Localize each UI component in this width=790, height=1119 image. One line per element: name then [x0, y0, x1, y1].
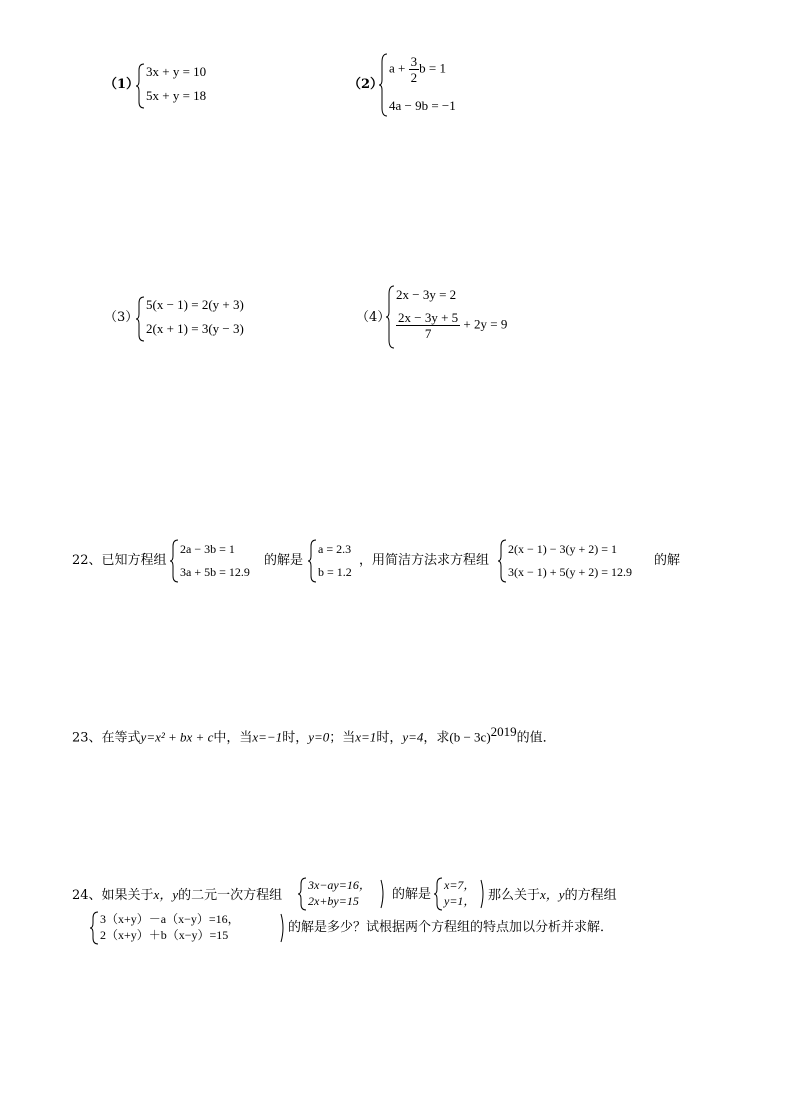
q23-equation: y=x² + bx + c — [140, 729, 214, 745]
left-brace-icon — [434, 876, 444, 912]
problem-2-eq2: 4a − 9b = −1 — [389, 98, 456, 113]
q23-text5: ，求 — [423, 730, 450, 746]
q23-text1: 中，当 — [213, 730, 253, 746]
q23-cond4: y=4 — [402, 729, 424, 745]
q22-mid1: 的解是 — [264, 553, 304, 568]
q24-text1: 的二元一次方程组 — [178, 888, 283, 903]
problem-2-label: （2） — [348, 77, 384, 92]
q22-sys1-eq2: 3a + 5b = 12.9 — [180, 565, 250, 579]
q23-text2: 时， — [282, 730, 309, 746]
q24-system-1 — [298, 876, 390, 912]
problem-3-eq1: 5(x − 1) = 2(y + 3) — [146, 297, 244, 312]
problem-4-eq2 — [396, 310, 507, 341]
q23-cond2: y=0 — [308, 729, 330, 745]
question-23 — [72, 724, 556, 746]
problem-2-eq1-right: b = 1 — [419, 60, 446, 76]
problem-4-eq1: 2x − 3y = 2 — [396, 287, 457, 302]
q22-sys2-eq1: 2(x − 1) − 3(y + 2) = 1 — [508, 542, 618, 556]
q22-system-2 — [498, 538, 658, 584]
q22-mid2: ，用简洁方法求方程组 — [359, 553, 490, 568]
problem-2-frac-den: 2 — [410, 70, 418, 85]
left-brace-icon — [170, 538, 180, 584]
problem-2-eq1-left: a + — [389, 60, 409, 76]
q24-prefix-group — [72, 887, 282, 904]
problem-1-eq1: 3x + y = 10 — [146, 64, 207, 79]
q23-suffix: 的值． — [516, 730, 556, 746]
left-brace-icon — [136, 62, 146, 110]
question-24-line-2 — [90, 910, 770, 946]
q23-text3: ；当 — [329, 730, 356, 746]
left-brace-icon — [498, 538, 508, 584]
left-brace-icon — [379, 52, 389, 118]
q22-sys2-eq2: 3(x − 1) + 5(y + 2) = 12.9 — [508, 565, 633, 579]
problem-1-system — [136, 62, 256, 110]
q23-prefix: 23、在等式 — [72, 730, 141, 746]
q22-solution — [308, 538, 366, 584]
q23-cond1: x=−1 — [252, 729, 283, 745]
q22-system-1 — [170, 538, 262, 584]
q24-solution — [434, 876, 486, 912]
left-brace-icon — [90, 910, 100, 946]
q24-text3-group — [488, 887, 617, 904]
q22-sys1-eq1: 2a − 3b = 1 — [180, 542, 235, 556]
question-24-line-1 — [72, 874, 772, 914]
problem-2-eq1 — [389, 54, 446, 85]
problem-2-frac-num: 3 — [410, 54, 418, 69]
q23-text4: 时， — [376, 730, 403, 746]
right-paren-icon — [480, 876, 486, 912]
q24-vars2: x，y — [540, 887, 565, 902]
q24-sys1-eq2: 2x+by=15 — [308, 894, 359, 908]
q24-sol-eq1: x=7， — [444, 878, 476, 892]
q24-system-2 — [90, 910, 286, 946]
problem-4-system — [386, 284, 546, 350]
problem-3-eq2: 2(x + 1) = 3(y − 3) — [146, 321, 244, 336]
q24-sys2-eq1: 3（x+y）－a（x−y）=16， — [100, 912, 240, 926]
q22-sol-eq1: a = 2.3 — [318, 542, 352, 556]
problem-3-system — [136, 295, 306, 343]
q24-text3: 那么关于 — [488, 888, 541, 903]
problem-1-label: （1） — [104, 77, 140, 92]
problem-3-label: （3） — [104, 310, 139, 325]
q24-sys2-eq2: 2（x+y）＋b（x−y）=15 — [100, 928, 229, 942]
right-paren-icon — [380, 876, 386, 912]
problem-4-frac-num: 2x − 3y + 5 — [398, 310, 459, 325]
left-brace-icon — [386, 284, 396, 350]
q22-prefix: 22、已知方程组 — [72, 553, 167, 568]
left-brace-icon — [298, 876, 308, 912]
question-22 — [72, 538, 772, 588]
problem-1-eq2: 5x + y = 18 — [146, 88, 207, 103]
left-brace-icon — [136, 295, 146, 343]
problem-4-frac-den: 7 — [424, 326, 432, 341]
q24-sol-eq2: y=1， — [444, 894, 476, 908]
q24-vars: x，y — [153, 887, 179, 902]
q24-prefix: 24、如果关于 — [72, 888, 154, 903]
problem-4-label: （4） — [356, 310, 391, 325]
right-paren-icon — [280, 910, 286, 946]
problem-4-eq2-right: + 2y = 9 — [463, 316, 508, 332]
q22-suffix: 的解 — [654, 553, 681, 568]
q24-text4: 的方程组 — [564, 888, 617, 903]
q22-sol-eq2: b = 1.2 — [318, 565, 352, 579]
q24-text2: 的解是 — [392, 887, 432, 902]
q23-exponent: 2019 — [490, 724, 517, 739]
q24-sys1-eq1: 3x−ay=16， — [308, 878, 371, 892]
q24-text5: 的解是多少？试根据两个方程组的特点加以分析并求解． — [288, 920, 614, 935]
left-brace-icon — [308, 538, 318, 584]
q23-expression: (b − 3c) — [449, 729, 491, 745]
problem-2-system — [379, 52, 519, 118]
q23-cond3: x=1 — [355, 729, 377, 745]
